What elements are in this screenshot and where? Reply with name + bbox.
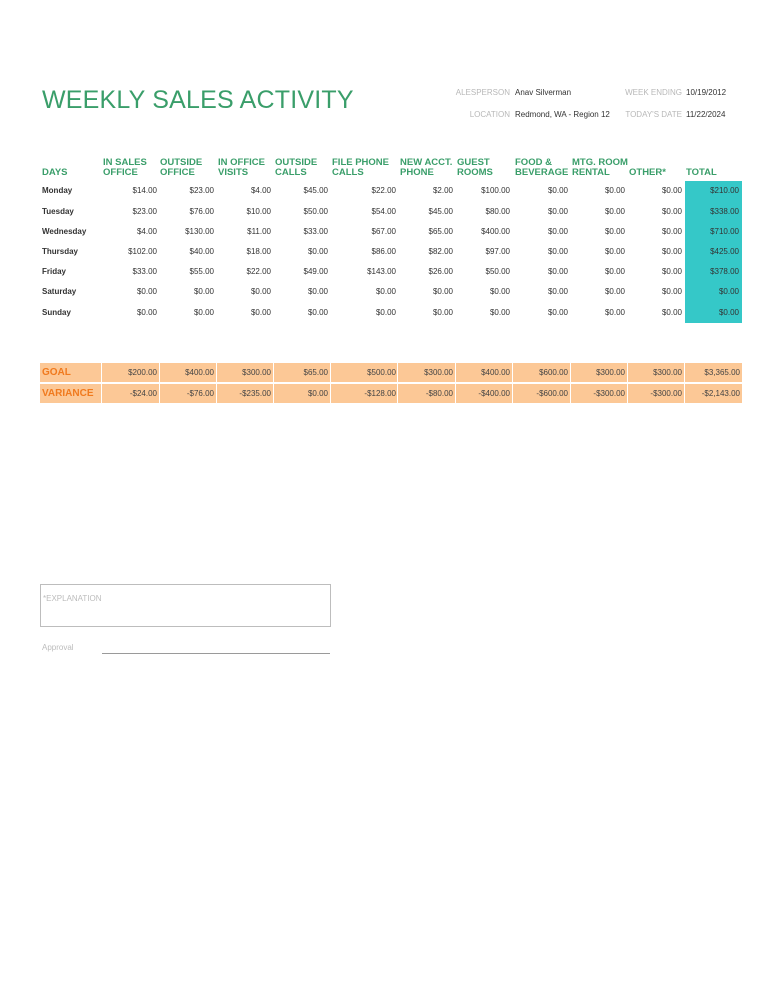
- goal-cell[interactable]: $300.00: [596, 368, 625, 377]
- table-cell[interactable]: $82.00: [428, 247, 453, 256]
- col-header-mtg-room-rental: MTG. ROOM RENTAL: [572, 157, 628, 178]
- table-cell[interactable]: $0.00: [661, 267, 682, 276]
- table-cell[interactable]: $0.00: [307, 247, 328, 256]
- col-header-food-beverage: FOOD & BEVERAGE: [515, 157, 569, 178]
- table-cell[interactable]: $0.00: [604, 267, 625, 276]
- goal-cell[interactable]: $200.00: [128, 368, 157, 377]
- goal-row: [40, 363, 742, 382]
- table-cell[interactable]: $45.00: [303, 186, 328, 195]
- table-cell[interactable]: $2.00: [432, 186, 453, 195]
- goal-cell[interactable]: $300.00: [424, 368, 453, 377]
- table-cell[interactable]: $0.00: [432, 287, 453, 296]
- table-cell[interactable]: $0.00: [250, 287, 271, 296]
- table-cell[interactable]: $143.00: [367, 267, 396, 276]
- col-header-outside-office: OUTSIDE OFFICE: [160, 157, 203, 178]
- goal-cell[interactable]: $300.00: [242, 368, 271, 377]
- variance-cell[interactable]: -$600.00: [536, 389, 568, 398]
- variance-cell[interactable]: -$24.00: [129, 389, 157, 398]
- table-cell[interactable]: $0.00: [193, 308, 214, 317]
- variance-cell[interactable]: -$76.00: [186, 389, 214, 398]
- table-cell[interactable]: $33.00: [132, 267, 157, 276]
- table-cell[interactable]: $33.00: [303, 227, 328, 236]
- table-cell[interactable]: $0.00: [661, 227, 682, 236]
- week-ending-label: WEEK ENDING: [625, 88, 682, 97]
- col-header-in-office-visits: IN OFFICE VISITS: [218, 157, 265, 178]
- table-cell[interactable]: $0.00: [307, 308, 328, 317]
- table-cell[interactable]: $0.00: [661, 207, 682, 216]
- goal-label: GOAL: [42, 367, 71, 378]
- table-cell[interactable]: $14.00: [132, 186, 157, 195]
- table-cell[interactable]: $0.00: [489, 308, 510, 317]
- col-header-other: OTHER*: [629, 167, 666, 178]
- explanation-box[interactable]: [40, 584, 331, 627]
- table-cell[interactable]: $0.00: [136, 308, 157, 317]
- day-label: Saturday: [42, 287, 77, 296]
- variance-row: [40, 384, 742, 403]
- table-cell[interactable]: $0.00: [547, 186, 568, 195]
- row-total-cell: $425.00: [710, 247, 739, 256]
- variance-cell[interactable]: -$235.00: [239, 389, 271, 398]
- table-cell[interactable]: $86.00: [371, 247, 396, 256]
- table-cell[interactable]: $0.00: [604, 308, 625, 317]
- col-header-file-phone-calls: FILE PHONE CALLS: [332, 157, 390, 178]
- table-cell[interactable]: $49.00: [303, 267, 328, 276]
- table-cell[interactable]: $0.00: [193, 287, 214, 296]
- goal-cell[interactable]: $400.00: [185, 368, 214, 377]
- table-cell[interactable]: $0.00: [489, 287, 510, 296]
- table-cell[interactable]: $23.00: [132, 207, 157, 216]
- table-cell[interactable]: $0.00: [547, 207, 568, 216]
- variance-cell[interactable]: -$300.00: [650, 389, 682, 398]
- table-cell[interactable]: $0.00: [604, 247, 625, 256]
- table-cell[interactable]: $26.00: [428, 267, 453, 276]
- location-label: LOCATION: [469, 110, 510, 119]
- salesperson-label: ALESPERSON: [455, 88, 510, 97]
- table-cell[interactable]: $0.00: [661, 287, 682, 296]
- table-cell[interactable]: $0.00: [661, 308, 682, 317]
- table-cell[interactable]: $54.00: [371, 207, 396, 216]
- table-cell[interactable]: $76.00: [189, 207, 214, 216]
- row-total-cell: $338.00: [710, 207, 739, 216]
- col-header-in-sales-office: IN SALES OFFICE: [103, 157, 147, 178]
- variance-cell[interactable]: -$300.00: [593, 389, 625, 398]
- table-cell[interactable]: $0.00: [250, 308, 271, 317]
- day-label: Friday: [42, 267, 67, 276]
- day-label: Sunday: [42, 308, 71, 317]
- location-value: Redmond, WA - Region 12: [515, 110, 610, 119]
- day-label: Wednesday: [42, 227, 87, 236]
- goal-cell[interactable]: $500.00: [367, 368, 396, 377]
- table-cell[interactable]: $22.00: [371, 186, 396, 195]
- table-cell[interactable]: $50.00: [303, 207, 328, 216]
- variance-total-cell: -$2,143.00: [701, 389, 740, 398]
- variance-cell[interactable]: -$128.00: [364, 389, 396, 398]
- table-cell[interactable]: $0.00: [547, 267, 568, 276]
- variance-cell[interactable]: -$400.00: [478, 389, 510, 398]
- table-cell[interactable]: $22.00: [246, 267, 271, 276]
- table-cell[interactable]: $18.00: [246, 247, 271, 256]
- col-header-guest-rooms: GUEST ROOMS: [457, 157, 493, 178]
- table-cell[interactable]: $65.00: [428, 227, 453, 236]
- day-label: Monday: [42, 186, 73, 195]
- col-header-outside-calls: OUTSIDE CALLS: [275, 157, 318, 178]
- row-total-cell: $210.00: [710, 186, 739, 195]
- row-total-cell: $378.00: [710, 267, 739, 276]
- table-cell[interactable]: $4.00: [250, 186, 271, 195]
- todays-date-label: TODAY'S DATE: [625, 110, 682, 119]
- table-cell[interactable]: $0.00: [604, 207, 625, 216]
- table-cell[interactable]: $4.00: [136, 227, 157, 236]
- table-cell[interactable]: $0.00: [375, 308, 396, 317]
- table-cell[interactable]: $40.00: [189, 247, 214, 256]
- goal-cell[interactable]: $600.00: [539, 368, 568, 377]
- table-cell[interactable]: $50.00: [485, 267, 510, 276]
- variance-cell[interactable]: -$80.00: [425, 389, 453, 398]
- table-cell[interactable]: $0.00: [547, 227, 568, 236]
- table-cell[interactable]: $55.00: [189, 267, 214, 276]
- todays-date-value: 11/22/2024: [686, 110, 726, 119]
- table-cell[interactable]: $0.00: [604, 287, 625, 296]
- table-cell[interactable]: $23.00: [189, 186, 214, 195]
- table-cell[interactable]: $0.00: [136, 287, 157, 296]
- table-cell[interactable]: $10.00: [246, 207, 271, 216]
- goal-cell[interactable]: $400.00: [481, 368, 510, 377]
- goal-cell[interactable]: $65.00: [303, 368, 328, 377]
- table-cell[interactable]: $100.00: [481, 186, 510, 195]
- approval-label: Approval: [42, 643, 74, 652]
- row-total-cell: $0.00: [718, 308, 739, 317]
- table-cell[interactable]: $0.00: [547, 247, 568, 256]
- table-cell[interactable]: $11.00: [247, 227, 271, 236]
- col-header-days: DAYS: [42, 167, 68, 178]
- variance-cell[interactable]: $0.00: [307, 389, 328, 398]
- table-cell[interactable]: $0.00: [432, 308, 453, 317]
- salesperson-value: Anav Silverman: [515, 88, 572, 97]
- goal-total-cell: $3,365.00: [704, 368, 740, 377]
- approval-signature-line[interactable]: [102, 653, 330, 654]
- table-cell[interactable]: $97.00: [485, 247, 510, 256]
- col-header-total: TOTAL: [686, 167, 717, 178]
- table-cell[interactable]: $45.00: [428, 207, 453, 216]
- table-cell[interactable]: $0.00: [375, 287, 396, 296]
- table-cell[interactable]: $0.00: [547, 308, 568, 317]
- table-cell[interactable]: $0.00: [547, 287, 568, 296]
- day-label: Tuesday: [42, 207, 74, 216]
- table-cell[interactable]: $67.00: [371, 227, 396, 236]
- table-cell[interactable]: $80.00: [485, 207, 510, 216]
- table-cell[interactable]: $0.00: [604, 186, 625, 195]
- table-cell[interactable]: $102.00: [128, 247, 157, 256]
- variance-label: VARIANCE: [42, 388, 94, 399]
- table-cell[interactable]: $0.00: [661, 247, 682, 256]
- page-title: WEEKLY SALES ACTIVITY: [42, 86, 354, 114]
- day-label: Thursday: [42, 247, 79, 256]
- table-cell[interactable]: $400.00: [481, 227, 510, 236]
- table-cell[interactable]: $0.00: [604, 227, 625, 236]
- col-header-new-acct-phone: NEW ACCT. PHONE: [400, 157, 453, 178]
- row-total-cell: $0.00: [718, 287, 739, 296]
- table-cell[interactable]: $0.00: [307, 287, 328, 296]
- explanation-label: *EXPLANATION: [43, 594, 102, 603]
- table-cell[interactable]: $0.00: [661, 186, 682, 195]
- row-total-cell: $710.00: [710, 227, 739, 236]
- table-cell[interactable]: $130.00: [185, 227, 214, 236]
- goal-cell[interactable]: $300.00: [653, 368, 682, 377]
- week-ending-value: 10/19/2012: [686, 88, 727, 97]
